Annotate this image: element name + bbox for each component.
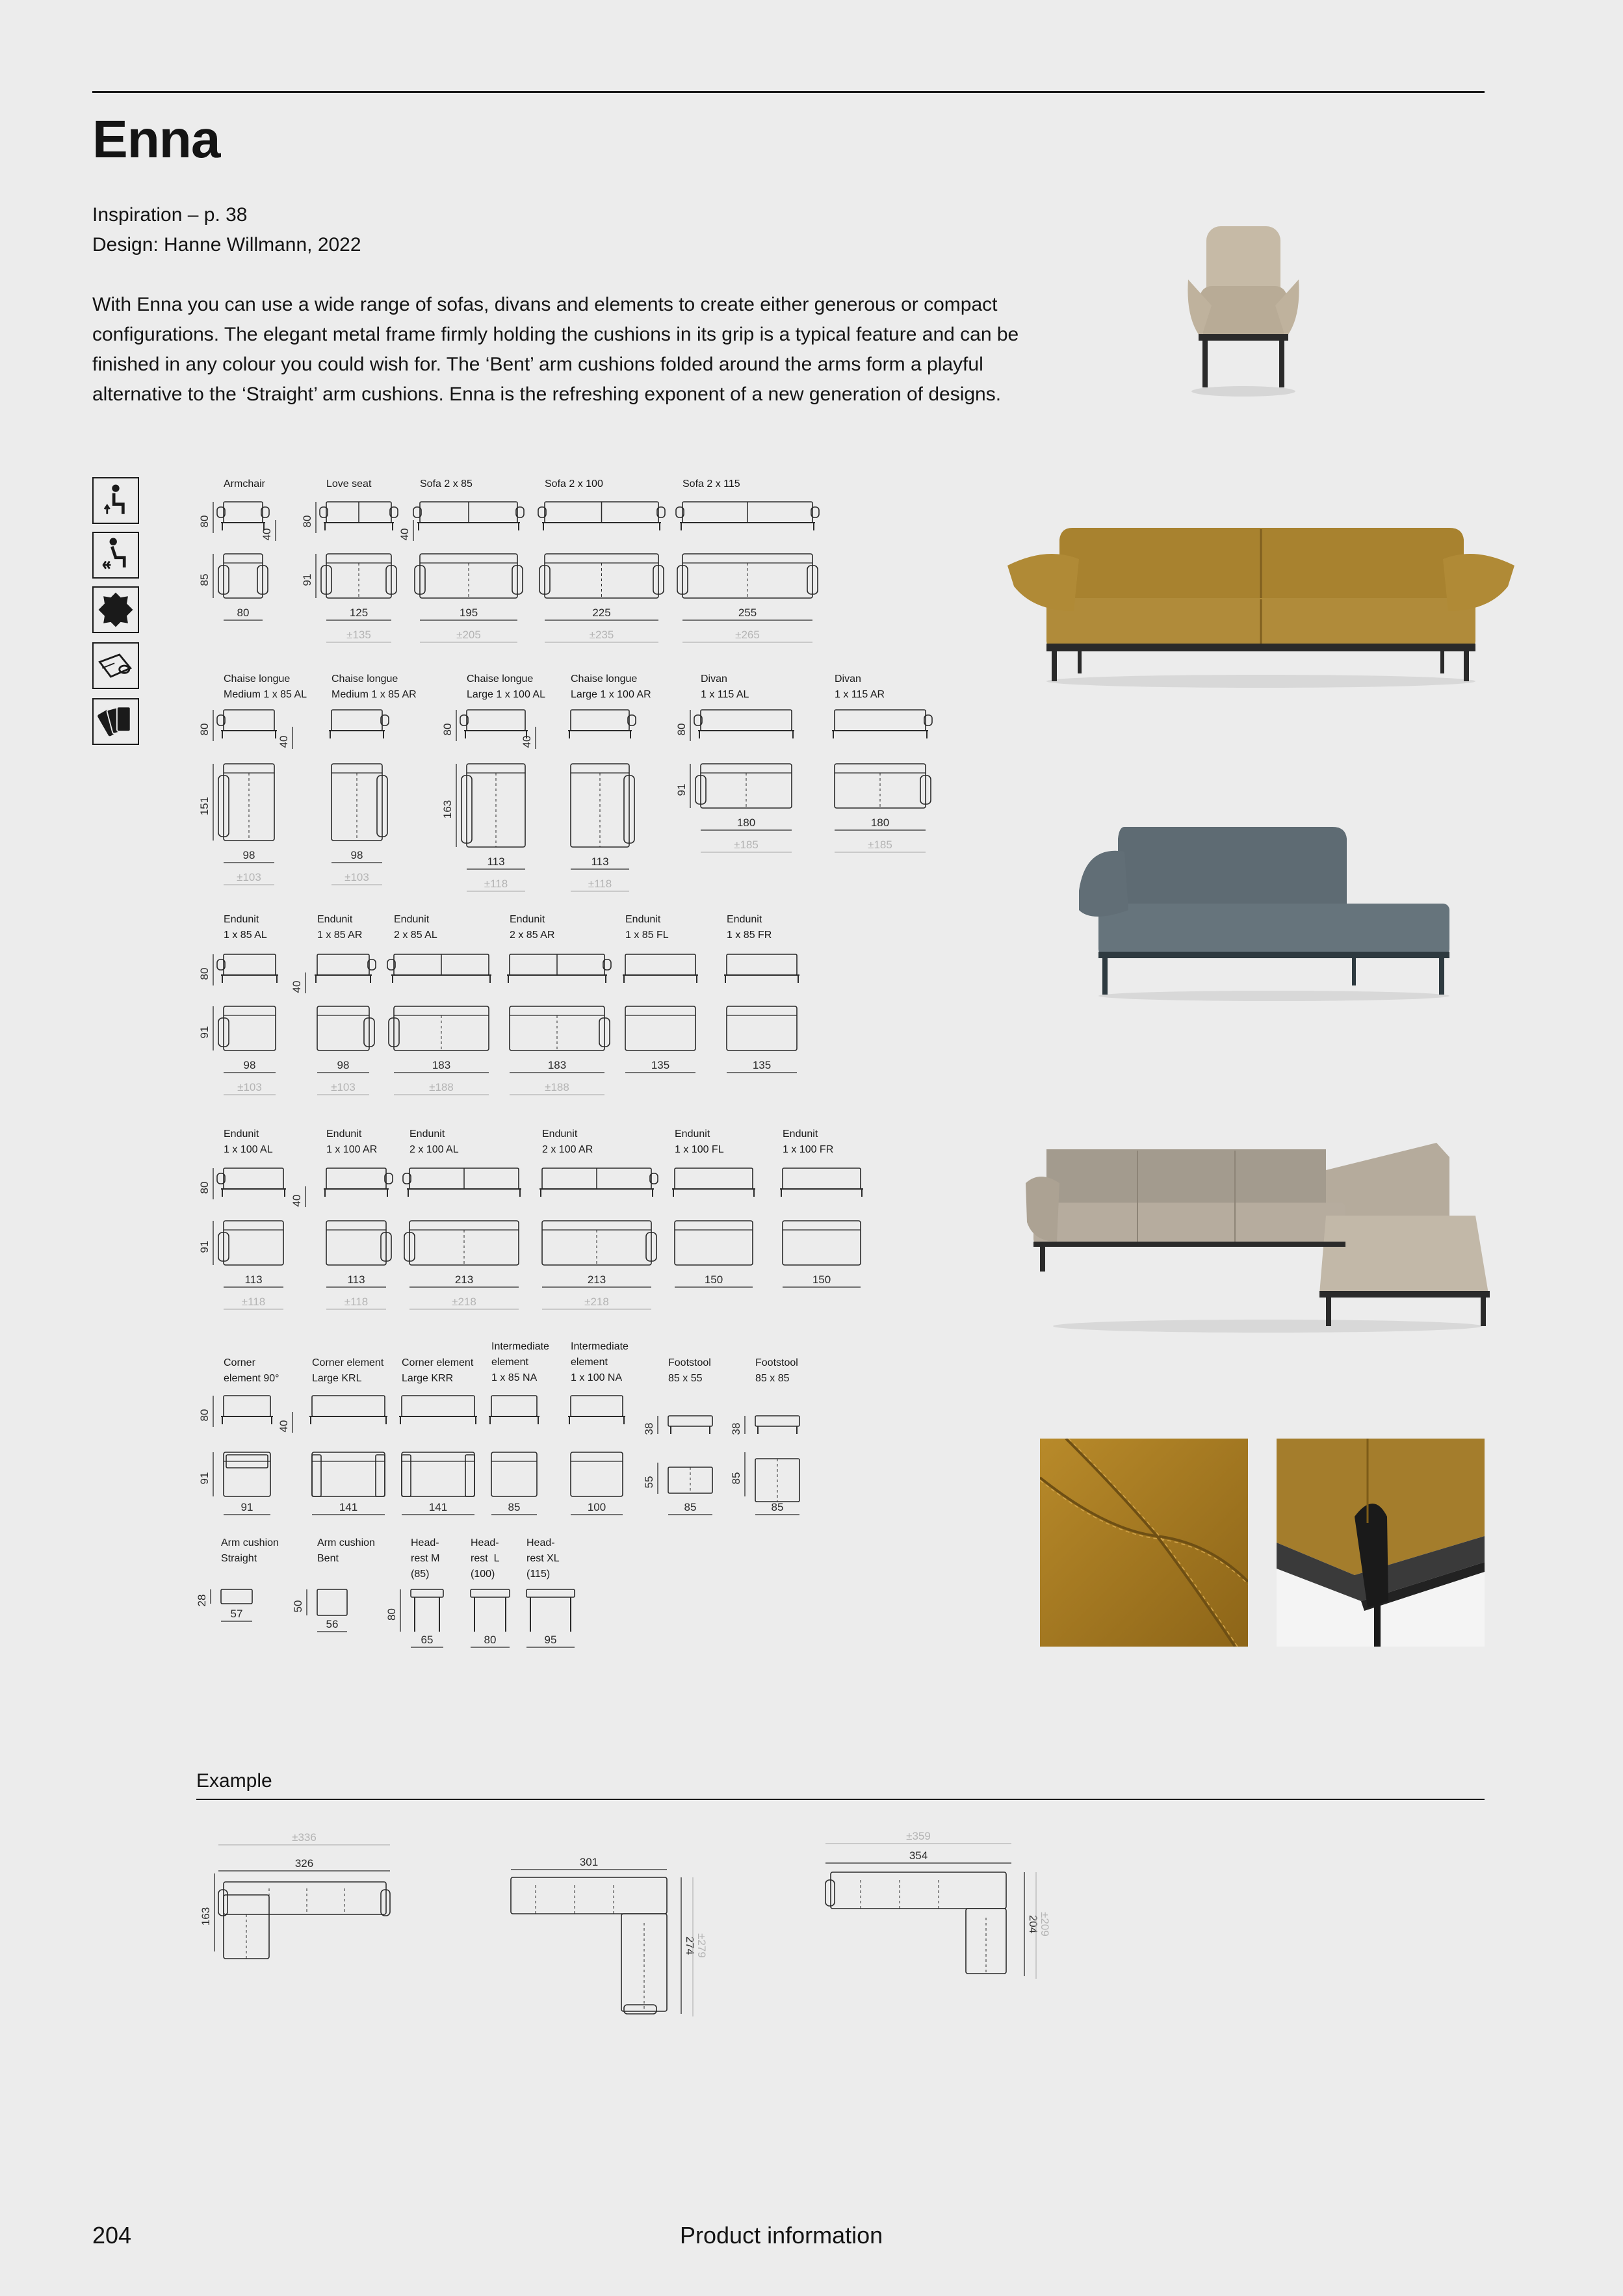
dimension-label: 225 [592, 607, 611, 619]
dimension-label: 80 [198, 967, 211, 980]
dimension-label: 85 [198, 573, 211, 586]
dimension-label: 80 [198, 1409, 211, 1422]
dimension-label: 85 [771, 1501, 784, 1513]
model-label: Divan 1 x 115 AL [701, 673, 749, 700]
designer-credit: Design: Hanne Willmann, 2022 [92, 234, 361, 255]
dimension-label: 98 [350, 849, 363, 861]
dimension-label: 135 [752, 1059, 772, 1071]
dimension-label: 91 [301, 573, 313, 586]
dimension-label: ±103 [237, 871, 261, 883]
model-label: Chaise longue Large 1 x 100 AL [467, 673, 545, 700]
dimension-label: 113 [591, 855, 609, 868]
dimension-label: ±103 [344, 871, 369, 883]
dimension-label: 274 [684, 1936, 696, 1955]
dimension-label: ±118 [484, 878, 508, 890]
dimension-label: ±103 [331, 1081, 356, 1093]
model-label: Endunit 1 x 100 AL [224, 1128, 273, 1155]
dimension-label: 204 [1027, 1914, 1039, 1934]
dimension-label: ±188 [545, 1081, 569, 1093]
dimension-label: ±265 [735, 629, 760, 641]
model-label: Sofa 2 x 85 [420, 478, 473, 489]
dimension-label: 50 [292, 1600, 304, 1613]
model-label: Endunit 1 x 100 FL [675, 1128, 724, 1155]
dimension-label: 28 [196, 1594, 208, 1607]
dimension-label: 40 [398, 528, 411, 541]
dimension-label: 91 [675, 783, 688, 796]
dimension-label: 113 [487, 855, 505, 868]
dimension-label: 98 [242, 849, 255, 861]
inspiration-ref: Inspiration – p. 38 [92, 204, 248, 226]
dimension-label: 80 [441, 723, 454, 736]
divan-fabric-photo [1066, 813, 1469, 1008]
dimension-label: 326 [294, 1857, 314, 1870]
dimension-label: 38 [730, 1422, 742, 1435]
dimension-label: 85 [684, 1501, 697, 1513]
dimension-label: 183 [547, 1059, 567, 1071]
leather-stitch-detail-photo [1040, 1439, 1248, 1647]
dimension-label: 150 [704, 1273, 723, 1286]
dimension-label: ±235 [589, 629, 614, 641]
dimension-label: 98 [243, 1059, 256, 1071]
dimension-label: 65 [421, 1634, 434, 1646]
dimension-label: 141 [428, 1501, 448, 1513]
dimension-label: ±118 [588, 878, 612, 890]
corner-sofa-photo [1020, 1131, 1495, 1339]
leather-hide-icon [92, 586, 139, 633]
armchair-photo [1175, 215, 1312, 403]
dimension-label: 113 [347, 1273, 365, 1286]
model-label: Endunit 1 x 100 AR [326, 1128, 378, 1155]
dimension-label: 301 [579, 1856, 599, 1868]
dimension-label: 141 [339, 1501, 358, 1513]
model-label: Sofa 2 x 100 [545, 478, 603, 489]
dimension-label: 80 [237, 607, 250, 619]
dimension-label: 151 [198, 796, 211, 816]
model-label: Arm cushion Straight [221, 1537, 279, 1564]
model-label: Endunit 1 x 100 FR [783, 1128, 834, 1155]
page-number: 204 [92, 2222, 132, 2249]
dimension-label: ±218 [452, 1296, 476, 1308]
dimension-label: ±336 [292, 1831, 317, 1844]
page-title: Enna [92, 110, 220, 169]
dimension-label: 113 [244, 1273, 263, 1286]
model-label: Endunit 2 x 100 AR [542, 1128, 593, 1155]
model-label: Chaise longue Medium 1 x 85 AL [224, 673, 307, 700]
model-label: Endunit 2 x 100 AL [409, 1128, 459, 1155]
dimension-label: ±118 [241, 1296, 266, 1308]
dimension-label: 56 [326, 1618, 339, 1630]
model-label: Sofa 2 x 115 [682, 478, 740, 489]
dimension-label: 80 [385, 1608, 398, 1621]
dimension-label: ±103 [237, 1081, 262, 1093]
dimension-label: 80 [198, 1181, 211, 1194]
model-label: Corner element Large KRL [312, 1357, 384, 1384]
dimension-label: ±279 [695, 1933, 708, 1958]
dimension-label: 255 [738, 607, 757, 619]
dimension-label: 91 [198, 1472, 211, 1485]
dimension-label: 163 [441, 800, 454, 819]
dimension-label: 40 [278, 735, 290, 748]
dimension-label: 95 [544, 1634, 557, 1646]
model-label: Endunit 1 x 85 FR [727, 914, 772, 941]
dimension-label: ±218 [584, 1296, 609, 1308]
dimension-label: ±205 [456, 629, 481, 641]
model-label: Head- rest XL (115) [526, 1537, 560, 1580]
dimension-label: ±209 [1039, 1912, 1051, 1937]
dimension-label: 98 [337, 1059, 350, 1071]
model-label: Intermediate element 1 x 100 NA [571, 1341, 629, 1383]
model-label: Endunit 1 x 85 AR [317, 914, 363, 941]
dimension-label: 40 [261, 528, 273, 541]
section-title: Product information [680, 2222, 883, 2249]
dimension-label: 85 [730, 1472, 742, 1485]
model-label: Love seat [326, 478, 372, 489]
model-label: Chaise longue Medium 1 x 85 AR [331, 673, 417, 700]
dimension-label: 38 [643, 1422, 655, 1435]
dimension-label: ±135 [346, 629, 371, 641]
dimension-label: ±188 [429, 1081, 454, 1093]
model-label: Corner element Large KRR [402, 1357, 474, 1384]
model-label: Endunit 2 x 85 AR [510, 914, 555, 941]
fabric-roll-icon [92, 642, 139, 689]
colour-swatches-icon [92, 698, 139, 745]
dimension-label: 180 [736, 816, 756, 829]
dimension-label: 163 [200, 1907, 212, 1926]
dimension-label: 57 [230, 1608, 243, 1620]
dimension-label: 80 [301, 515, 313, 528]
dimension-label: 55 [643, 1476, 655, 1489]
dimension-label: 100 [587, 1501, 606, 1513]
dimension-label: 80 [198, 723, 211, 736]
dimension-label: 213 [454, 1273, 474, 1286]
model-label: Endunit 2 x 85 AL [394, 914, 437, 941]
dimension-label: 91 [198, 1026, 211, 1039]
dimension-label: ±185 [734, 839, 759, 851]
intro-paragraph: With Enna you can use a wide range of sofas, divans and elements to create either generous or compact configurations. The elegant metal frame firmly holding the cushions in its grip is a typical feature and can be finished in any colour you could wish for. The ‘Bent’ arm cushions folded around the arms form a playful alternative to the ‘Straight’ arm cushions. Enna is the refreshing exponent of a new generation of designs. [92, 294, 1019, 405]
dimension-label: 40 [521, 735, 533, 748]
dimension-label: 40 [278, 1420, 290, 1433]
dimension-label: 80 [675, 723, 688, 736]
dimension-label: 183 [432, 1059, 451, 1071]
dimension-label: ±185 [868, 839, 892, 851]
model-label: Footstool 85 x 55 [668, 1357, 711, 1384]
dimension-label: 40 [291, 1194, 303, 1207]
sofa-leather-photo [1001, 514, 1521, 696]
example-heading: Example [196, 1770, 272, 1792]
dimension-label: 40 [291, 980, 303, 993]
model-label: Head- rest L (100) [471, 1537, 500, 1580]
dimension-label: 80 [484, 1634, 497, 1646]
frame-detail-photo [1277, 1439, 1485, 1647]
dimension-label: 213 [587, 1273, 606, 1286]
model-label: Head- rest M (85) [411, 1537, 440, 1580]
dimension-label: 91 [240, 1501, 253, 1513]
dimension-label: 135 [651, 1059, 670, 1071]
dimension-label: 91 [198, 1240, 211, 1253]
dimension-label: ±359 [906, 1830, 931, 1842]
model-label: Armchair [224, 478, 266, 489]
relaxed-seating-icon [92, 532, 139, 579]
dimension-label: 80 [198, 515, 211, 528]
dimension-label: 354 [909, 1849, 928, 1862]
model-label: Divan 1 x 115 AR [835, 673, 885, 700]
dimension-label: ±118 [344, 1296, 369, 1308]
dimension-label: 150 [812, 1273, 831, 1286]
dimension-label: 180 [870, 816, 890, 829]
model-label: Endunit 1 x 85 FL [625, 914, 669, 941]
dimension-label: 125 [349, 607, 369, 619]
model-label: Chaise longue Large 1 x 100 AR [571, 673, 651, 700]
model-label: Arm cushion Bent [317, 1537, 375, 1564]
top-rule [92, 91, 1485, 93]
model-label: Intermediate element 1 x 85 NA [491, 1341, 549, 1383]
model-label: Corner element 90° [224, 1357, 279, 1384]
dimension-label: 85 [508, 1501, 521, 1513]
upright-seating-icon [92, 477, 139, 524]
dimension-label: 195 [459, 607, 478, 619]
example-rule [196, 1799, 1485, 1800]
model-label: Endunit 1 x 85 AL [224, 914, 267, 941]
model-label: Footstool 85 x 85 [755, 1357, 798, 1384]
